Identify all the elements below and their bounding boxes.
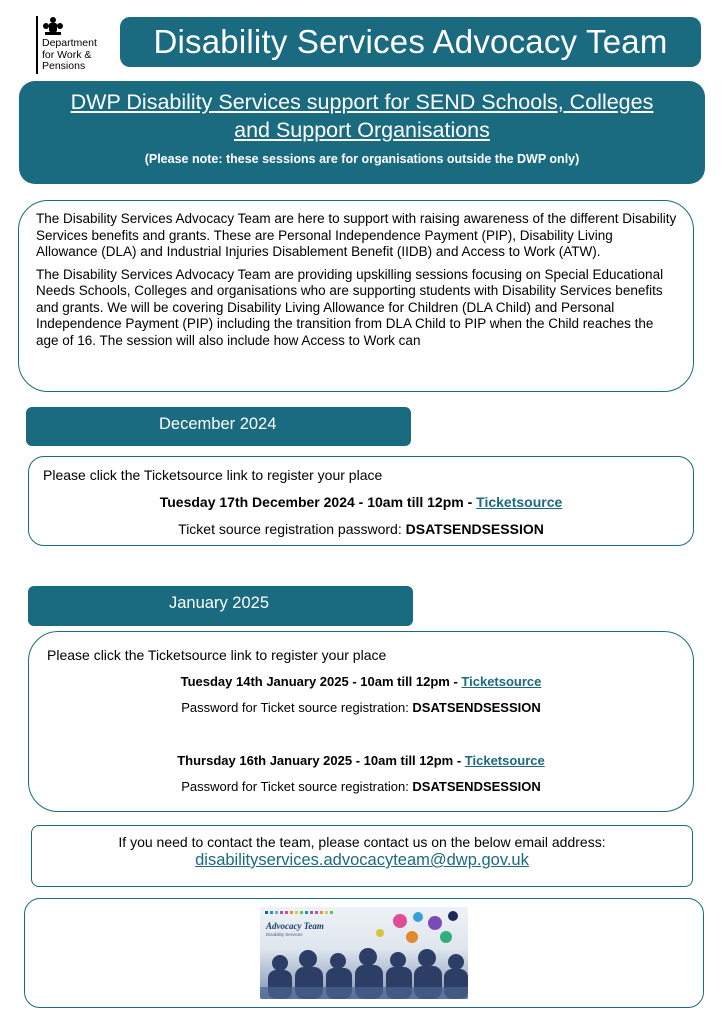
royal-crest-icon [42,16,64,36]
ticketsource-link[interactable]: Ticketsource [461,674,542,689]
title-bar [120,17,701,67]
banner [19,81,705,184]
page-title: Disability Services Advocacy Team [153,23,668,60]
password-value: DSATSENDSESSION [405,521,544,537]
contact-box [31,825,693,887]
password-label: Password for Ticket source registration: [181,779,413,794]
password-value: DSATSENDSESSION [412,779,541,794]
bubble-icon [376,929,384,937]
bubble-icon [440,931,452,943]
session-line [29,753,693,768]
bubble-icon [393,914,407,928]
bubble-icon [406,931,418,943]
poster-title: Advocacy Team [266,921,324,931]
december-header [26,407,411,446]
bubble-icon [413,912,423,922]
bubble-icon [448,911,458,921]
password-label: Ticket source registration password: [178,521,406,537]
dept-line: for Work & [42,48,92,61]
month-label: January 2025 [169,594,269,612]
register-instruction: Please click the Ticketsource link to register your place [43,467,383,483]
password-line [29,779,693,794]
contact-email-link[interactable]: disabilityservices.advocacyteam@dwp.gov.uk [195,851,529,869]
session-line [29,494,693,510]
register-instruction: Please click the Ticketsource link to register your place [47,647,387,663]
ticketsource-link[interactable]: Ticketsource [464,753,545,768]
banner-heading: DWP Disability Services support for SEND Schools, Colleges and Support Organisations [70,90,654,142]
ticketsource-link[interactable]: Ticketsource [476,494,563,510]
contact-text: If you need to contact the team, please contact us on the below email address: [118,834,606,850]
intro-paragraph: The Disability Services Advocacy Team are here to support with raising awareness of the different Disability Services benefits and grants. These are Personal Independence Payment (PIP), Disability Living Allowance (DLA) and Industrial Injuries Disablement Benefit (IIDB) and Access to Work (ATW). [36,211,677,259]
password-line [29,521,693,537]
intro-paragraph: The Disability Services Advocacy Team are providing upskilling sessions focusing on Special Educational Needs Schools, Colleges and organisations who are supporting students with Disability Services benefits and grants. We will be covering Disability Living Allowance for Children (DLA Child) and Personal Independence Payment (PIP) including the transition from DLA Child to PIP when the Child reaches the age of 16. The session will also include how Access to Work can [36,266,664,348]
intro-box [18,200,694,392]
month-label: December 2024 [159,415,277,433]
password-value: DSATSENDSESSION [412,700,541,715]
january-box [28,631,694,812]
password-label: Password for Ticket source registration: [181,700,413,715]
session-datetime: Tuesday 14th January 2025 - 10am till 12pm - [180,674,462,689]
december-box [28,456,694,546]
password-line [29,700,693,715]
dept-line: Department [42,37,97,49]
bubble-icon [428,916,442,930]
advocacy-team-poster [260,907,468,999]
dept-line: Pensions [42,60,86,72]
session-datetime: Tuesday 17th December 2024 - 10am till 12pm - [159,494,477,510]
poster-subtitle: Disability Services [266,932,303,937]
dwp-logo [36,16,116,78]
banner-note: (Please note: these sessions are for organisations outside the DWP only) [144,152,580,166]
january-header [28,586,413,626]
department-name [42,38,97,73]
session-line [29,674,693,689]
logo-rule [36,16,38,74]
session-datetime: Thursday 16th January 2025 - 10am till 12pm - [177,753,465,768]
